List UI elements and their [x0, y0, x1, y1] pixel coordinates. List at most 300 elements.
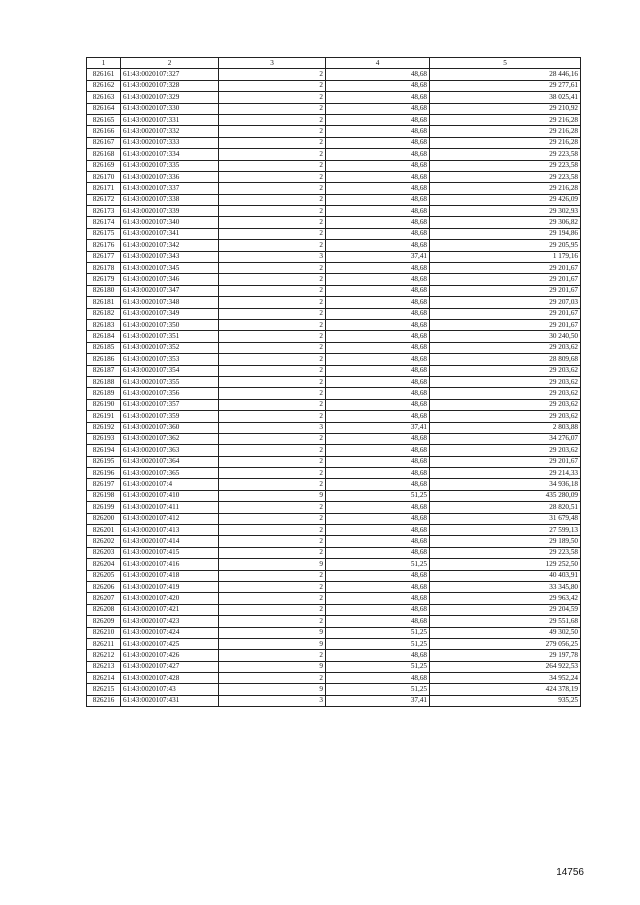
cadastral-number-cell: 61:43:0020107:353: [121, 354, 219, 365]
table-row: [87, 80, 581, 91]
col4-value-cell: 48,68: [326, 126, 430, 137]
table-row: [87, 217, 581, 228]
col5-value-cell: 1 179,16: [430, 251, 581, 262]
col5-value-cell: 29 426,09: [430, 194, 581, 205]
cadastral-number-cell: 61:43:0020107:412: [121, 513, 219, 524]
cadastral-number-cell: 61:43:0020107:424: [121, 627, 219, 638]
col5-value-cell: 34 936,18: [430, 479, 581, 490]
col5-value-cell: 38 025,41: [430, 92, 581, 103]
col3-value-cell: 2: [219, 673, 326, 684]
col3-value-cell: 2: [219, 194, 326, 205]
col4-value-cell: 48,68: [326, 183, 430, 194]
col4-value-cell: 48,68: [326, 217, 430, 228]
col5-value-cell: 40 403,91: [430, 570, 581, 581]
col4-value-cell: 51,25: [326, 661, 430, 672]
col5-value-cell: 29 214,33: [430, 468, 581, 479]
row-number-cell: 826195: [87, 456, 121, 467]
row-number-cell: 826203: [87, 547, 121, 558]
col4-value-cell: 37,41: [326, 695, 430, 706]
table-row: [87, 502, 581, 513]
col4-value-cell: 48,68: [326, 502, 430, 513]
cadastral-number-cell: 61:43:0020107:327: [121, 69, 219, 80]
col4-value-cell: 51,25: [326, 559, 430, 570]
table-row: [87, 103, 581, 114]
cadastral-number-cell: 61:43:0020107:420: [121, 593, 219, 604]
row-number-cell: 826201: [87, 525, 121, 536]
cadastral-number-cell: 61:43:0020107:43: [121, 684, 219, 695]
col3-value-cell: 9: [219, 661, 326, 672]
table-row: [87, 638, 581, 649]
row-number-cell: 826177: [87, 251, 121, 262]
cadastral-number-cell: 61:43:0020107:332: [121, 126, 219, 137]
cadastral-number-cell: 61:43:0020107:425: [121, 638, 219, 649]
table-row: [87, 92, 581, 103]
row-number-cell: 826206: [87, 581, 121, 592]
col5-value-cell: 29 216,28: [430, 183, 581, 194]
col4-value-cell: 48,68: [326, 354, 430, 365]
col4-value-cell: 48,68: [326, 228, 430, 239]
col5-value-cell: 29 189,50: [430, 536, 581, 547]
cadastral-number-cell: 61:43:0020107:365: [121, 468, 219, 479]
col4-value-cell: 48,68: [326, 263, 430, 274]
row-number-cell: 826184: [87, 331, 121, 342]
col3-value-cell: 2: [219, 69, 326, 80]
cadastral-number-cell: 61:43:0020107:337: [121, 183, 219, 194]
col5-value-cell: 29 203,62: [430, 365, 581, 376]
row-number-cell: 826215: [87, 684, 121, 695]
table-row: [87, 171, 581, 182]
col5-value-cell: 34 276,07: [430, 433, 581, 444]
col3-value-cell: 2: [219, 160, 326, 171]
row-number-cell: 826182: [87, 308, 121, 319]
row-number-cell: 826214: [87, 673, 121, 684]
col5-value-cell: 29 203,62: [430, 411, 581, 422]
cadastral-number-cell: 61:43:0020107:343: [121, 251, 219, 262]
col3-value-cell: 2: [219, 513, 326, 524]
col4-value-cell: 48,68: [326, 525, 430, 536]
col3-value-cell: 2: [219, 502, 326, 513]
row-number-cell: 826216: [87, 695, 121, 706]
col3-value-cell: 2: [219, 411, 326, 422]
col4-value-cell: 48,68: [326, 240, 430, 251]
col3-value-cell: 2: [219, 456, 326, 467]
col4-value-cell: 48,68: [326, 297, 430, 308]
col3-value-cell: 2: [219, 228, 326, 239]
row-number-cell: 826176: [87, 240, 121, 251]
table-row: [87, 581, 581, 592]
col3-value-cell: 2: [219, 263, 326, 274]
col5-value-cell: 29 203,62: [430, 342, 581, 353]
row-number-cell: 826191: [87, 411, 121, 422]
row-number-cell: 826186: [87, 354, 121, 365]
row-number-cell: 826168: [87, 149, 121, 160]
col3-value-cell: 2: [219, 479, 326, 490]
row-number-cell: 826204: [87, 559, 121, 570]
table-row: [87, 468, 581, 479]
col4-value-cell: 48,68: [326, 342, 430, 353]
cadastral-number-cell: 61:43:0020107:338: [121, 194, 219, 205]
col5-value-cell: 28 820,51: [430, 502, 581, 513]
col3-value-cell: 2: [219, 354, 326, 365]
col5-value-cell: 29 277,61: [430, 80, 581, 91]
col5-value-cell: 29 216,28: [430, 137, 581, 148]
col5-value-cell: 30 240,50: [430, 331, 581, 342]
col5-value-cell: 29 216,28: [430, 114, 581, 125]
cadastral-number-cell: 61:43:0020107:335: [121, 160, 219, 171]
row-number-cell: 826162: [87, 80, 121, 91]
col3-value-cell: 2: [219, 297, 326, 308]
row-number-cell: 826199: [87, 502, 121, 513]
row-number-cell: 826180: [87, 285, 121, 296]
cadastral-number-cell: 61:43:0020107:341: [121, 228, 219, 239]
col5-value-cell: 29 551,68: [430, 616, 581, 627]
col5-value-cell: 435 280,09: [430, 490, 581, 501]
col3-value-cell: 2: [219, 149, 326, 160]
cadastral-number-cell: 61:43:0020107:356: [121, 388, 219, 399]
col5-value-cell: 2 803,88: [430, 422, 581, 433]
col4-value-cell: 37,41: [326, 422, 430, 433]
col4-value-cell: 48,68: [326, 194, 430, 205]
row-number-cell: 826189: [87, 388, 121, 399]
col3-value-cell: 2: [219, 388, 326, 399]
table-row: [87, 263, 581, 274]
row-number-cell: 826190: [87, 399, 121, 410]
table-row: [87, 422, 581, 433]
table-row: [87, 206, 581, 217]
table-row: [87, 126, 581, 137]
col4-value-cell: 48,68: [326, 114, 430, 125]
row-number-cell: 826166: [87, 126, 121, 137]
cadastral-number-cell: 61:43:0020107:414: [121, 536, 219, 547]
col5-value-cell: 28 809,68: [430, 354, 581, 365]
col4-value-cell: 48,68: [326, 479, 430, 490]
col3-value-cell: 2: [219, 114, 326, 125]
table-row: [87, 114, 581, 125]
col4-value-cell: 48,68: [326, 650, 430, 661]
table-row: [87, 445, 581, 456]
cadastral-number-cell: 61:43:0020107:349: [121, 308, 219, 319]
row-number-cell: 826208: [87, 604, 121, 615]
cadastral-number-cell: 61:43:0020107:416: [121, 559, 219, 570]
col3-value-cell: 9: [219, 559, 326, 570]
col5-value-cell: 33 345,80: [430, 581, 581, 592]
col4-value-cell: 48,68: [326, 616, 430, 627]
col5-value-cell: 34 952,24: [430, 673, 581, 684]
col5-value-cell: 29 201,67: [430, 308, 581, 319]
col4-value-cell: 48,68: [326, 308, 430, 319]
col3-value-cell: 2: [219, 308, 326, 319]
column-header-5: 5: [430, 58, 581, 69]
col3-value-cell: 2: [219, 319, 326, 330]
col5-value-cell: 129 252,50: [430, 559, 581, 570]
col4-value-cell: 48,68: [326, 456, 430, 467]
table-row: [87, 228, 581, 239]
cadastral-number-cell: 61:43:0020107:413: [121, 525, 219, 536]
col4-value-cell: 51,25: [326, 627, 430, 638]
col3-value-cell: 2: [219, 171, 326, 182]
table-row: [87, 695, 581, 706]
cadastral-number-cell: 61:43:0020107:363: [121, 445, 219, 456]
cadastral-number-cell: 61:43:0020107:352: [121, 342, 219, 353]
row-number-cell: 826207: [87, 593, 121, 604]
col4-value-cell: 37,41: [326, 251, 430, 262]
col4-value-cell: 51,25: [326, 490, 430, 501]
col5-value-cell: 49 302,50: [430, 627, 581, 638]
col4-value-cell: 48,68: [326, 673, 430, 684]
cadastral-number-cell: 61:43:0020107:426: [121, 650, 219, 661]
column-header-3: 3: [219, 58, 326, 69]
col4-value-cell: 48,68: [326, 388, 430, 399]
cadastral-number-cell: 61:43:0020107:359: [121, 411, 219, 422]
col3-value-cell: 2: [219, 240, 326, 251]
row-number-cell: 826194: [87, 445, 121, 456]
col4-value-cell: 48,68: [326, 69, 430, 80]
table-row: [87, 650, 581, 661]
col3-value-cell: 9: [219, 638, 326, 649]
row-number-cell: 826183: [87, 319, 121, 330]
cadastral-number-cell: 61:43:0020107:419: [121, 581, 219, 592]
col4-value-cell: 48,68: [326, 411, 430, 422]
page-number: 14756: [556, 867, 584, 878]
cadastral-number-cell: 61:43:0020107:336: [121, 171, 219, 182]
col3-value-cell: 3: [219, 422, 326, 433]
col5-value-cell: 29 194,86: [430, 228, 581, 239]
col5-value-cell: 29 203,62: [430, 376, 581, 387]
cadastral-number-cell: 61:43:0020107:421: [121, 604, 219, 615]
col4-value-cell: 48,68: [326, 581, 430, 592]
col4-value-cell: 48,68: [326, 274, 430, 285]
col4-value-cell: 48,68: [326, 160, 430, 171]
col5-value-cell: 27 599,13: [430, 525, 581, 536]
col4-value-cell: 48,68: [326, 103, 430, 114]
col4-value-cell: 48,68: [326, 285, 430, 296]
table-header: [87, 58, 581, 69]
col3-value-cell: 2: [219, 616, 326, 627]
table-row: [87, 274, 581, 285]
col3-value-cell: 9: [219, 490, 326, 501]
col4-value-cell: 51,25: [326, 638, 430, 649]
col5-value-cell: 29 207,03: [430, 297, 581, 308]
col5-value-cell: 29 201,67: [430, 456, 581, 467]
col5-value-cell: 279 056,25: [430, 638, 581, 649]
col4-value-cell: 48,68: [326, 445, 430, 456]
col4-value-cell: 48,68: [326, 513, 430, 524]
col4-value-cell: 48,68: [326, 547, 430, 558]
table-row: [87, 342, 581, 353]
table-row: [87, 570, 581, 581]
row-number-cell: 826174: [87, 217, 121, 228]
table-row: [87, 69, 581, 80]
table-row: [87, 183, 581, 194]
col3-value-cell: 2: [219, 604, 326, 615]
row-number-cell: 826161: [87, 69, 121, 80]
row-number-cell: 826175: [87, 228, 121, 239]
col5-value-cell: 28 446,16: [430, 69, 581, 80]
cadastral-number-cell: 61:43:0020107:345: [121, 263, 219, 274]
col3-value-cell: 2: [219, 581, 326, 592]
col4-value-cell: 48,68: [326, 399, 430, 410]
col4-value-cell: 48,68: [326, 137, 430, 148]
col3-value-cell: 2: [219, 570, 326, 581]
cadastral-number-cell: 61:43:0020107:418: [121, 570, 219, 581]
row-number-cell: 826165: [87, 114, 121, 125]
col5-value-cell: 29 223,58: [430, 149, 581, 160]
cadastral-number-cell: 61:43:0020107:427: [121, 661, 219, 672]
col3-value-cell: 2: [219, 445, 326, 456]
col3-value-cell: 2: [219, 468, 326, 479]
col3-value-cell: 9: [219, 627, 326, 638]
col4-value-cell: 51,25: [326, 684, 430, 695]
col3-value-cell: 2: [219, 365, 326, 376]
row-number-cell: 826181: [87, 297, 121, 308]
row-number-cell: 826170: [87, 171, 121, 182]
cadastral-number-cell: 61:43:0020107:415: [121, 547, 219, 558]
table-row: [87, 331, 581, 342]
col4-value-cell: 48,68: [326, 468, 430, 479]
col5-value-cell: 29 302,93: [430, 206, 581, 217]
row-number-cell: 826169: [87, 160, 121, 171]
col4-value-cell: 48,68: [326, 570, 430, 581]
col3-value-cell: 2: [219, 376, 326, 387]
table-row: [87, 376, 581, 387]
row-number-cell: 826164: [87, 103, 121, 114]
col5-value-cell: 264 922,53: [430, 661, 581, 672]
table-row: [87, 308, 581, 319]
table-row: [87, 604, 581, 615]
col4-value-cell: 48,68: [326, 536, 430, 547]
col5-value-cell: 29 203,62: [430, 388, 581, 399]
cadastral-number-cell: 61:43:0020107:330: [121, 103, 219, 114]
table-row: [87, 456, 581, 467]
table-row: [87, 513, 581, 524]
table-row: [87, 319, 581, 330]
column-header-1: 1: [87, 58, 121, 69]
col3-value-cell: 2: [219, 217, 326, 228]
col3-value-cell: 2: [219, 137, 326, 148]
cadastral-number-cell: 61:43:0020107:423: [121, 616, 219, 627]
cadastral-number-cell: 61:43:0020107:347: [121, 285, 219, 296]
cadastral-number-cell: 61:43:0020107:354: [121, 365, 219, 376]
col5-value-cell: 29 201,67: [430, 263, 581, 274]
col5-value-cell: 29 201,67: [430, 319, 581, 330]
col5-value-cell: 29 210,92: [430, 103, 581, 114]
cadastral-number-cell: 61:43:0020107:410: [121, 490, 219, 501]
table-row: [87, 365, 581, 376]
row-number-cell: 826202: [87, 536, 121, 547]
col4-value-cell: 48,68: [326, 92, 430, 103]
cadastral-number-cell: 61:43:0020107:339: [121, 206, 219, 217]
cadastral-number-cell: 61:43:0020107:334: [121, 149, 219, 160]
cadastral-number-cell: 61:43:0020107:340: [121, 217, 219, 228]
table-row: [87, 433, 581, 444]
col5-value-cell: 29 201,67: [430, 274, 581, 285]
cadastral-number-cell: 61:43:0020107:329: [121, 92, 219, 103]
table-row: [87, 684, 581, 695]
row-number-cell: 826185: [87, 342, 121, 353]
row-number-cell: 826200: [87, 513, 121, 524]
cadastral-number-cell: 61:43:0020107:428: [121, 673, 219, 684]
cadastral-number-cell: 61:43:0020107:431: [121, 695, 219, 706]
table-row: [87, 661, 581, 672]
cadastral-number-cell: 61:43:0020107:351: [121, 331, 219, 342]
col3-value-cell: 2: [219, 547, 326, 558]
col5-value-cell: 29 205,95: [430, 240, 581, 251]
table-row: [87, 137, 581, 148]
table-row: [87, 285, 581, 296]
col4-value-cell: 48,68: [326, 149, 430, 160]
col3-value-cell: 2: [219, 536, 326, 547]
col5-value-cell: 29 963,42: [430, 593, 581, 604]
col3-value-cell: 2: [219, 274, 326, 285]
row-number-cell: 826187: [87, 365, 121, 376]
col4-value-cell: 48,68: [326, 376, 430, 387]
col5-value-cell: 29 223,58: [430, 547, 581, 558]
col5-value-cell: 29 306,82: [430, 217, 581, 228]
row-number-cell: 826197: [87, 479, 121, 490]
cadastral-number-cell: 61:43:0020107:342: [121, 240, 219, 251]
table-body: [87, 69, 581, 707]
row-number-cell: 826178: [87, 263, 121, 274]
row-number-cell: 826205: [87, 570, 121, 581]
col5-value-cell: 29 197,78: [430, 650, 581, 661]
cadastral-number-cell: 61:43:0020107:362: [121, 433, 219, 444]
col3-value-cell: 2: [219, 183, 326, 194]
cadastral-number-cell: 61:43:0020107:333: [121, 137, 219, 148]
row-number-cell: 826210: [87, 627, 121, 638]
column-header-2: 2: [121, 58, 219, 69]
cadastral-number-cell: 61:43:0020107:357: [121, 399, 219, 410]
table-row: [87, 479, 581, 490]
table-row: [87, 490, 581, 501]
cadastral-number-cell: 61:43:0020107:411: [121, 502, 219, 513]
table-row: [87, 160, 581, 171]
table-row: [87, 411, 581, 422]
row-number-cell: 826213: [87, 661, 121, 672]
col3-value-cell: 2: [219, 331, 326, 342]
cadastral-number-cell: 61:43:0020107:4: [121, 479, 219, 490]
col4-value-cell: 48,68: [326, 171, 430, 182]
row-number-cell: 826163: [87, 92, 121, 103]
col3-value-cell: 2: [219, 342, 326, 353]
row-number-cell: 826173: [87, 206, 121, 217]
column-header-4: 4: [326, 58, 430, 69]
row-number-cell: 826172: [87, 194, 121, 205]
col3-value-cell: 3: [219, 251, 326, 262]
row-number-cell: 826188: [87, 376, 121, 387]
table-row: [87, 559, 581, 570]
table-row: [87, 297, 581, 308]
col3-value-cell: 2: [219, 126, 326, 137]
col3-value-cell: 2: [219, 593, 326, 604]
cadastral-number-cell: 61:43:0020107:346: [121, 274, 219, 285]
col4-value-cell: 48,68: [326, 365, 430, 376]
col3-value-cell: 2: [219, 206, 326, 217]
table-row: [87, 240, 581, 251]
registry-table: [86, 57, 581, 707]
table-row: [87, 388, 581, 399]
row-number-cell: 826212: [87, 650, 121, 661]
col4-value-cell: 48,68: [326, 80, 430, 91]
cadastral-number-cell: 61:43:0020107:348: [121, 297, 219, 308]
table-row: [87, 616, 581, 627]
cadastral-number-cell: 61:43:0020107:360: [121, 422, 219, 433]
col3-value-cell: 2: [219, 285, 326, 296]
row-number-cell: 826196: [87, 468, 121, 479]
col3-value-cell: 2: [219, 433, 326, 444]
col5-value-cell: 29 204,59: [430, 604, 581, 615]
row-number-cell: 826167: [87, 137, 121, 148]
row-number-cell: 826193: [87, 433, 121, 444]
